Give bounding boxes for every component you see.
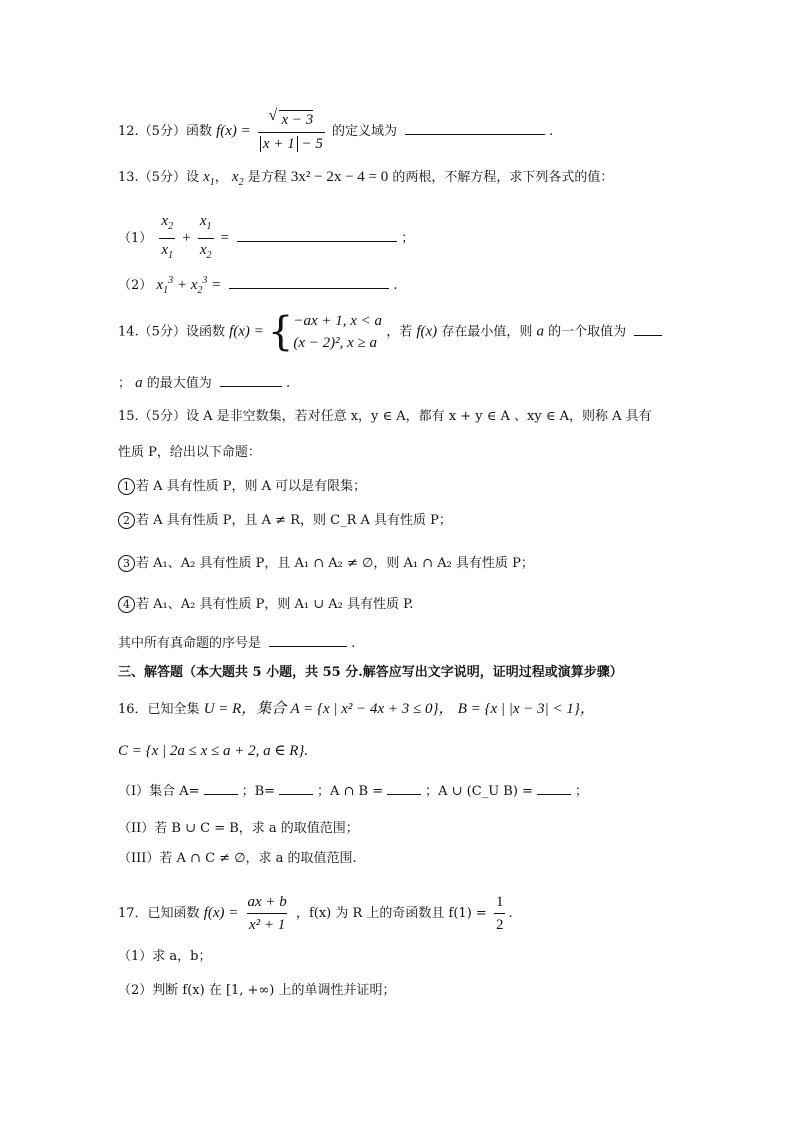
q14-mid: ，若: [386, 324, 413, 340]
q17-half-den: 2: [494, 913, 506, 934]
q16-p1-a: （I）集合 A=: [118, 784, 200, 799]
q15-item-2-text: 若 A 具有性质 P，且 A ≠ R，则 C_R A 具有性质 P；: [136, 513, 452, 528]
q16-p1-b: ；B=: [241, 784, 276, 799]
circled-number-icon: 2: [118, 512, 135, 529]
q14-fx: f(x) =: [229, 323, 264, 340]
q14-mid2: 存在最小值，则: [441, 324, 533, 340]
q16-set-c: C = {x | 2a ≤ x ≤ a + 2, a ∈ R}.: [118, 743, 309, 759]
q12-den-tail: − 5: [301, 136, 323, 152]
q17-part2: （2）判断 f(x) 在 [1, +∞) 上的单调性并证明；: [118, 983, 396, 998]
q15-item-3-text: 若 A₁、A₂ 具有性质 P，且 A₁ ∩ A₂ ≠ ∅，则 A₁ ∩ A₂ 具有性质 P；: [136, 556, 534, 571]
q16-blank-d[interactable]: [537, 782, 571, 795]
q13-part1-label: （1）: [118, 231, 153, 246]
q13-frac-a: $\frac{x_2}{x_1}$: [159, 212, 175, 265]
q12-answer-blank[interactable]: [405, 122, 545, 135]
q13-prefix: 13.（5分）设: [118, 170, 199, 185]
q15-item-1-text: 若 A 具有性质 P，则 A 可以是有限集；: [136, 479, 367, 494]
q13-x1: $x_1$: [203, 169, 215, 188]
q15-blank[interactable]: [269, 634, 347, 647]
q14-fx2: f(x): [416, 323, 438, 340]
q14-suffix: 的一个取值为: [548, 324, 627, 340]
q13-part1-blank[interactable]: [237, 229, 397, 242]
q16-part3: （III）若 A ∩ C ≠ ∅，求 a 的取值范围.: [118, 851, 357, 866]
q13-cube-sum: $x_1^3 + x_2^3$ =: [156, 275, 222, 296]
q13-part2: （2） $x_1^3 + x_2^3$ = .: [118, 275, 398, 296]
q17-num: ax + b: [247, 894, 287, 910]
q14-line2: ； a 的最大值为 .: [118, 375, 291, 391]
q12-line: 12.（5分）函数 f(x) = √ $\frac{x - 3}{x + 1 - 5}$ 的定义域为 .: [118, 110, 553, 153]
q13-part2-blank[interactable]: [229, 276, 389, 289]
q16-prefix: 16．已知全集: [118, 702, 200, 717]
q14-line2-text: 的最大值为: [146, 376, 212, 391]
section3-title: 三、解答题（本大题共 5 小题，共 55 分.解答应写出文字说明，证明过程或演算步骤）: [118, 665, 623, 680]
q16-blank-b[interactable]: [279, 782, 313, 795]
q14-prefix: 14.（5分）设函数: [118, 324, 225, 340]
q12-abs: x + 1: [260, 136, 298, 152]
q17-fraction: [246, 893, 289, 934]
q14-a: a: [536, 323, 544, 340]
q13-part2-label: （2）: [118, 278, 153, 293]
q16-blank-c[interactable]: [387, 782, 421, 795]
q16-part1: [118, 782, 588, 801]
q15-line2: 性质 P，给出以下命题：: [118, 445, 261, 460]
q17-half-num: 1: [495, 894, 504, 910]
circled-number-icon: 1: [118, 478, 135, 495]
q16-line1: [118, 700, 595, 719]
q14-case2: (x − 2)², x ≥ a: [293, 335, 378, 351]
q13-equation: 3x² − 2x − 4 = 0: [290, 169, 389, 185]
q17-half: [494, 893, 506, 934]
q15-item-1: [118, 478, 366, 496]
q14-cases: [293, 310, 382, 354]
q16-part2: （II）若 B ∪ C = B，求 a 的取值范围；: [118, 821, 359, 836]
q16-set-b: B = {x | |x − 3| < 1}，: [457, 701, 595, 717]
q16-p1-d: ；A ∪ (C_U B) =: [425, 784, 533, 799]
q15-line1: 15.（5分）设 A 是非空数集，若对任意 x，y ∈ A，都有 x + y ∈ A 、xy ∈ A，则称 A 具有: [118, 409, 652, 424]
q13-x2: $x_2$: [231, 169, 244, 188]
circled-number-icon: 3: [118, 555, 135, 572]
q16-universal: U = R，集合: [203, 701, 287, 717]
q13-mid: 是方程: [247, 170, 287, 185]
q14-brace: {: [267, 309, 294, 355]
q14-case1: −ax + 1, x < a: [293, 313, 383, 329]
q17-den: x² + 1: [247, 913, 287, 934]
q13-part1: （1） $\frac{x_2}{x_1}$ + $\frac{x_1}{x_2}$ = ；: [118, 212, 414, 265]
q17-fx: f(x) =: [203, 905, 239, 921]
q15-item-4: [118, 596, 413, 614]
circled-number-icon: 4: [118, 596, 135, 613]
q17-mid: ，f(x) 为 R 上的奇函数且 f(1) =: [295, 906, 487, 921]
q15-item-2: [118, 512, 452, 530]
q16-p1-end: ；: [574, 784, 588, 799]
q12-suffix: 的定义域为: [331, 124, 397, 139]
q17-line1: 17．已知函数 f(x) = $\frac{ax + b}{\text{x² + 1}}$ ，f(x) 为 R 上的奇函数且 f(1) = $\frac{1}{2}$ .: [118, 894, 513, 933]
q16-p1-c: ；A ∩ B =: [317, 784, 384, 799]
q15-item-4-text: 若 A₁、A₂ 具有性质 P，则 A₁ ∪ A₂ 具有性质 P.: [136, 597, 414, 612]
q15-conclusion: 其中所有真命题的序号是 .: [118, 636, 356, 651]
q12-fx: f(x) =: [216, 123, 251, 139]
q13-frac-b: $\frac{x_1}{x_2}$: [198, 212, 214, 265]
q17-part1: （1）求 a，b；: [118, 949, 212, 964]
q14-blank-2[interactable]: [220, 374, 282, 387]
q13-line: 13.（5分）设 $x_1$， $x_2$ 是方程 3x² − 2x − 4 = 0 的两根，不解方程，求下列各式的值：: [118, 169, 614, 188]
q17-prefix: 17．已知函数: [118, 906, 200, 921]
q12-fraction: [258, 110, 325, 153]
q15-conclusion-text: 其中所有真命题的序号是: [118, 636, 262, 651]
q15-item-3: [118, 555, 534, 573]
q12-sqrt: √ x − 3: [279, 110, 313, 129]
q14-line2-a: a: [135, 375, 143, 391]
q12-prefix: 12.（5分）函数: [118, 124, 212, 139]
q14-blank-1[interactable]: [634, 323, 662, 336]
q16-blank-a[interactable]: [204, 782, 238, 795]
q13-suffix: 的两根，不解方程，求下列各式的值：: [392, 170, 614, 185]
q14-line2-prefix: ；: [118, 376, 132, 391]
q14-line: [118, 310, 666, 354]
q16-set-a: A = {x | x² − 4x + 3 ≤ 0}，: [290, 701, 454, 717]
